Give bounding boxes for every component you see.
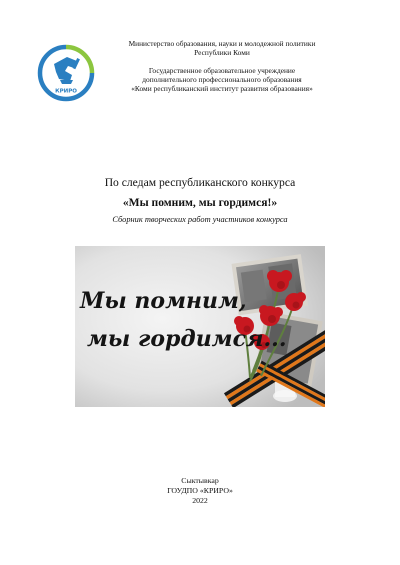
cover-image — [75, 246, 325, 407]
institution-line-1: Государственное образовательное учреждение — [148, 66, 296, 75]
imprint-footer — [100, 476, 300, 505]
institution-line-3: «Коми республиканский институт развития образования» — [131, 84, 313, 93]
collection-subtitle: Сборник творческих работ участников конкурса — [112, 215, 288, 224]
kriro-logo-icon — [37, 44, 95, 102]
competition-title: «Мы помним, мы гордимся!» — [122, 196, 278, 209]
city: Сыктывкар — [181, 476, 219, 485]
publisher: ГОУДПО «КРИРО» — [167, 485, 233, 495]
logo-text: КРИРО — [55, 88, 77, 95]
competition-title-block — [40, 176, 360, 225]
competition-intro: По следам республиканского конкурса — [104, 176, 296, 189]
cover-phrase-line-2: мы гордимся... — [87, 326, 287, 352]
year: 2022 — [192, 495, 208, 505]
institution-line-2: дополнительного профессионального образования — [142, 75, 302, 84]
ministry-line-2: Республики Коми — [194, 48, 250, 57]
cover-phrase-line-1: Мы помним, — [80, 288, 247, 314]
organization-header — [110, 39, 334, 93]
ministry-line-1: Министерство образования, науки и молодежной политики — [128, 39, 316, 48]
